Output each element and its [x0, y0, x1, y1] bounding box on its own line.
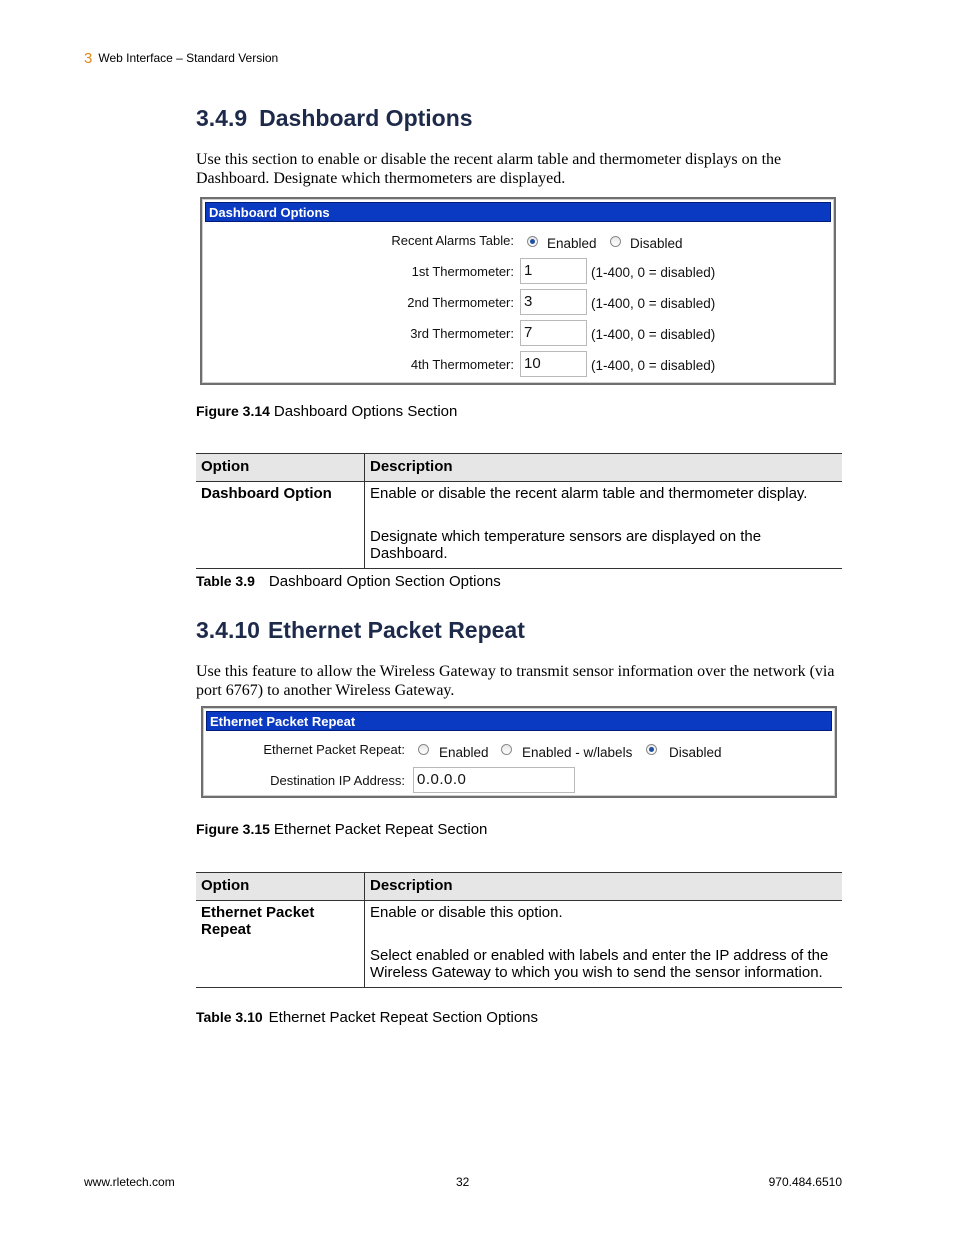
section-intro: Use this section to enable or disable the recent alarm table and thermometer displays on the Dashboard. Designate which thermometers are displayed. — [196, 151, 782, 187]
section-number: 3.4.9 — [196, 105, 248, 131]
thermometer-label: 2nd Thermometer: — [407, 295, 514, 310]
description-line: Enable or disable the recent alarm table and thermometer display. — [370, 485, 808, 502]
thermometer-hint: (1-400, 0 = disabled) — [591, 358, 716, 373]
table-row — [196, 482, 842, 569]
thermometer-label: 4th Thermometer: — [410, 357, 514, 372]
destination-ip-label: Destination IP Address: — [270, 773, 405, 788]
running-header — [84, 50, 278, 67]
section-number: 3.4.10 — [196, 617, 260, 643]
radio-label-disabled: Disabled — [669, 745, 722, 760]
table-label: Table 3.10 — [196, 1009, 263, 1025]
table-caption — [196, 1009, 538, 1026]
description-line: Select enabled or enabled with labels and enter the IP address of the Wireless Gateway to which you wish to send the sensor information. — [370, 947, 829, 981]
section-heading-ethernet-packet-repeat — [196, 617, 525, 644]
radio-label-enabled-labels: Enabled - w/labels — [522, 745, 633, 760]
table-caption — [196, 573, 501, 590]
radio-label-enabled: Enabled — [547, 236, 597, 251]
column-header: Option — [196, 454, 365, 482]
destination-ip-input[interactable]: 0.0.0.0 — [413, 767, 575, 793]
thermometer-label: 3rd Thermometer: — [410, 326, 514, 341]
figure-text: Dashboard Options Section — [273, 403, 458, 420]
recent-alarms-label: Recent Alarms Table: — [391, 233, 514, 248]
dashboard-options-panel — [200, 197, 836, 385]
table-header-row — [196, 454, 842, 482]
options-table — [196, 872, 842, 988]
chapter-title: Web Interface – Standard Version — [98, 51, 279, 65]
column-header: Option — [196, 873, 365, 901]
chapter-number: 3 — [84, 50, 93, 67]
footer-website: www.rletech.com — [84, 1175, 175, 1189]
figure-label: Figure 3.14 — [196, 403, 270, 419]
column-header: Description — [365, 454, 843, 482]
table-caption-text: Dashboard Option Section Options — [268, 573, 501, 590]
radio-label-disabled: Disabled — [630, 236, 683, 251]
description-line: Designate which temperature sensors are displayed on the Dashboard. — [370, 528, 762, 562]
packet-repeat-label: Ethernet Packet Repeat: — [263, 742, 405, 757]
thermometer-hint: (1-400, 0 = disabled) — [591, 265, 716, 280]
recent-alarms-disabled-radio[interactable] — [610, 236, 621, 247]
thermometer-2-input[interactable]: 3 — [520, 289, 587, 315]
table-header-row — [196, 873, 842, 901]
option-description — [365, 482, 843, 569]
thermometer-hint: (1-400, 0 = disabled) — [591, 296, 716, 311]
option-name: Dashboard Option — [196, 482, 365, 569]
options-table — [196, 453, 842, 569]
figure-caption — [196, 821, 487, 838]
panel-title: Dashboard Options — [205, 202, 831, 222]
table-row — [196, 901, 842, 988]
section-heading-dashboard-options — [196, 105, 473, 132]
thermometer-1-input[interactable]: 1 — [520, 258, 587, 284]
radio-label-enabled: Enabled — [439, 745, 489, 760]
figure-caption — [196, 403, 457, 420]
table-caption-text: Ethernet Packet Repeat Section Options — [268, 1009, 538, 1026]
option-name: Ethernet Packet Repeat — [196, 901, 365, 988]
panel-title: Ethernet Packet Repeat — [206, 711, 832, 731]
footer-phone: 970.484.6510 — [768, 1175, 842, 1189]
thermometer-4-input[interactable]: 10 — [520, 351, 587, 377]
thermometer-3-input[interactable]: 7 — [520, 320, 587, 346]
column-header: Description — [365, 873, 843, 901]
figure-text: Ethernet Packet Repeat Section — [273, 821, 488, 838]
description-line: Enable or disable this option. — [370, 904, 563, 921]
thermometer-label: 1st Thermometer: — [411, 264, 514, 279]
section-title: Dashboard Options — [259, 105, 473, 131]
option-description — [365, 901, 843, 988]
recent-alarms-enabled-radio[interactable] — [527, 236, 538, 247]
packet-repeat-enabled-labels-radio[interactable] — [501, 744, 512, 755]
packet-repeat-enabled-radio[interactable] — [418, 744, 429, 755]
table-label: Table 3.9 — [196, 573, 255, 589]
footer-page-number: 32 — [456, 1175, 470, 1189]
figure-label: Figure 3.15 — [196, 821, 270, 837]
section-title: Ethernet Packet Repeat — [267, 617, 525, 643]
section-intro: Use this feature to allow the Wireless Gateway to transmit sensor information over the network (via port 6767) to another Wireless Gateway. — [196, 663, 835, 699]
packet-repeat-disabled-radio[interactable] — [646, 744, 657, 755]
ethernet-packet-repeat-panel — [201, 706, 837, 798]
thermometer-hint: (1-400, 0 = disabled) — [591, 327, 716, 342]
